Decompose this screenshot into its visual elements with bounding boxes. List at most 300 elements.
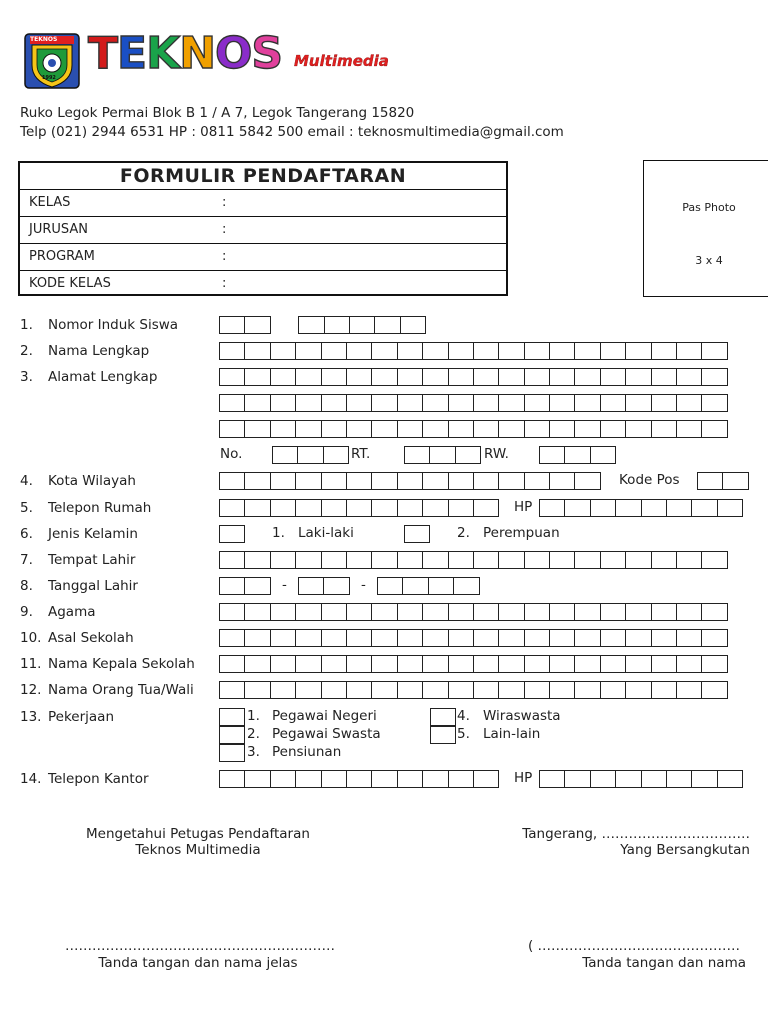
postal-code-boxes[interactable] bbox=[697, 472, 749, 490]
char-box[interactable] bbox=[676, 342, 702, 360]
char-box[interactable] bbox=[397, 655, 423, 673]
char-box[interactable] bbox=[473, 420, 499, 438]
char-box[interactable] bbox=[448, 603, 474, 621]
char-box[interactable] bbox=[473, 655, 499, 673]
char-box[interactable] bbox=[600, 629, 626, 647]
char-box[interactable] bbox=[244, 551, 270, 569]
char-box[interactable] bbox=[397, 499, 423, 517]
address-boxes-1[interactable] bbox=[219, 368, 728, 386]
char-box[interactable] bbox=[473, 551, 499, 569]
char-box[interactable] bbox=[346, 655, 372, 673]
char-box[interactable] bbox=[564, 446, 590, 464]
char-box[interactable] bbox=[473, 394, 499, 412]
char-box[interactable] bbox=[402, 577, 428, 595]
char-box[interactable] bbox=[295, 681, 321, 699]
char-box[interactable] bbox=[422, 655, 448, 673]
char-box[interactable] bbox=[676, 420, 702, 438]
char-box[interactable] bbox=[219, 681, 245, 699]
char-box[interactable] bbox=[473, 342, 499, 360]
char-box[interactable] bbox=[473, 681, 499, 699]
char-box[interactable] bbox=[701, 368, 727, 386]
char-box[interactable] bbox=[651, 629, 677, 647]
char-box[interactable] bbox=[295, 342, 321, 360]
char-box[interactable] bbox=[397, 420, 423, 438]
religion-boxes[interactable] bbox=[219, 603, 728, 621]
char-box[interactable] bbox=[651, 681, 677, 699]
char-box[interactable] bbox=[270, 368, 296, 386]
char-box[interactable] bbox=[600, 394, 626, 412]
char-box[interactable] bbox=[524, 681, 550, 699]
char-box[interactable] bbox=[219, 499, 245, 517]
char-box[interactable] bbox=[422, 394, 448, 412]
char-box[interactable] bbox=[422, 472, 448, 490]
major-row[interactable] bbox=[20, 217, 506, 244]
char-box[interactable] bbox=[473, 472, 499, 490]
char-box[interactable] bbox=[651, 394, 677, 412]
char-box[interactable] bbox=[676, 394, 702, 412]
char-box[interactable] bbox=[295, 394, 321, 412]
char-box[interactable] bbox=[371, 603, 397, 621]
char-box[interactable] bbox=[549, 655, 575, 673]
parent-name-boxes[interactable] bbox=[219, 681, 728, 699]
char-box[interactable] bbox=[321, 551, 347, 569]
char-box[interactable] bbox=[270, 394, 296, 412]
char-box[interactable] bbox=[371, 770, 397, 788]
char-box[interactable] bbox=[346, 420, 372, 438]
char-box[interactable] bbox=[448, 472, 474, 490]
char-box[interactable] bbox=[321, 420, 347, 438]
char-box[interactable] bbox=[574, 603, 600, 621]
char-box[interactable] bbox=[448, 420, 474, 438]
full-name-boxes[interactable] bbox=[219, 342, 728, 360]
char-box[interactable] bbox=[270, 681, 296, 699]
char-box[interactable] bbox=[244, 472, 270, 490]
char-box[interactable] bbox=[722, 472, 748, 490]
dob-month-boxes[interactable] bbox=[298, 577, 350, 595]
char-box[interactable] bbox=[422, 770, 448, 788]
char-box[interactable] bbox=[574, 368, 600, 386]
char-box[interactable] bbox=[651, 655, 677, 673]
char-box[interactable] bbox=[651, 368, 677, 386]
char-box[interactable] bbox=[651, 420, 677, 438]
char-box[interactable] bbox=[295, 603, 321, 621]
char-box[interactable] bbox=[321, 368, 347, 386]
char-box[interactable] bbox=[244, 394, 270, 412]
char-box[interactable] bbox=[270, 603, 296, 621]
char-box[interactable] bbox=[349, 316, 375, 334]
char-box[interactable] bbox=[524, 655, 550, 673]
char-box[interactable] bbox=[219, 744, 245, 762]
char-box[interactable] bbox=[321, 629, 347, 647]
char-box[interactable] bbox=[473, 770, 499, 788]
char-box[interactable] bbox=[524, 394, 550, 412]
char-box[interactable] bbox=[524, 629, 550, 647]
char-box[interactable] bbox=[498, 472, 524, 490]
char-box[interactable] bbox=[448, 551, 474, 569]
dob-day-boxes[interactable] bbox=[219, 577, 271, 595]
dob-year-boxes[interactable] bbox=[377, 577, 480, 595]
char-box[interactable] bbox=[219, 525, 245, 543]
char-box[interactable] bbox=[219, 368, 245, 386]
char-box[interactable] bbox=[321, 472, 347, 490]
char-box[interactable] bbox=[295, 655, 321, 673]
char-box[interactable] bbox=[371, 655, 397, 673]
char-box[interactable] bbox=[549, 603, 575, 621]
char-box[interactable] bbox=[701, 420, 727, 438]
address-rw-boxes[interactable] bbox=[539, 446, 616, 464]
char-box[interactable] bbox=[666, 499, 692, 517]
char-box[interactable] bbox=[244, 655, 270, 673]
job-option-box[interactable] bbox=[219, 708, 245, 726]
class-row[interactable] bbox=[20, 190, 506, 217]
char-box[interactable] bbox=[244, 681, 270, 699]
char-box[interactable] bbox=[574, 551, 600, 569]
home-hp-boxes[interactable] bbox=[539, 499, 743, 517]
char-box[interactable] bbox=[272, 446, 298, 464]
nis-boxes-a[interactable] bbox=[219, 316, 271, 334]
char-box[interactable] bbox=[371, 420, 397, 438]
char-box[interactable] bbox=[346, 629, 372, 647]
char-box[interactable] bbox=[701, 629, 727, 647]
job-option-box[interactable] bbox=[219, 744, 245, 762]
address-boxes-3[interactable] bbox=[219, 420, 728, 438]
char-box[interactable] bbox=[498, 420, 524, 438]
char-box[interactable] bbox=[448, 655, 474, 673]
address-boxes-2[interactable] bbox=[219, 394, 728, 412]
char-box[interactable] bbox=[641, 499, 667, 517]
principal-name-boxes[interactable] bbox=[219, 655, 728, 673]
char-box[interactable] bbox=[371, 629, 397, 647]
char-box[interactable] bbox=[574, 420, 600, 438]
char-box[interactable] bbox=[219, 420, 245, 438]
job-option-box[interactable] bbox=[430, 708, 456, 726]
char-box[interactable] bbox=[397, 681, 423, 699]
char-box[interactable] bbox=[219, 629, 245, 647]
char-box[interactable] bbox=[324, 316, 350, 334]
job-option-box[interactable] bbox=[219, 726, 245, 744]
char-box[interactable] bbox=[600, 420, 626, 438]
char-box[interactable] bbox=[422, 368, 448, 386]
char-box[interactable] bbox=[371, 342, 397, 360]
char-box[interactable] bbox=[448, 629, 474, 647]
char-box[interactable] bbox=[448, 770, 474, 788]
char-box[interactable] bbox=[600, 368, 626, 386]
char-box[interactable] bbox=[428, 577, 454, 595]
char-box[interactable] bbox=[219, 603, 245, 621]
char-box[interactable] bbox=[524, 551, 550, 569]
char-box[interactable] bbox=[323, 577, 349, 595]
char-box[interactable] bbox=[574, 681, 600, 699]
char-box[interactable] bbox=[404, 446, 430, 464]
char-box[interactable] bbox=[321, 655, 347, 673]
char-box[interactable] bbox=[473, 499, 499, 517]
char-box[interactable] bbox=[498, 342, 524, 360]
char-box[interactable] bbox=[244, 420, 270, 438]
char-box[interactable] bbox=[244, 316, 270, 334]
char-box[interactable] bbox=[701, 681, 727, 699]
char-box[interactable] bbox=[701, 603, 727, 621]
char-box[interactable] bbox=[676, 681, 702, 699]
char-box[interactable] bbox=[473, 368, 499, 386]
char-box[interactable] bbox=[564, 770, 590, 788]
char-box[interactable] bbox=[549, 394, 575, 412]
char-box[interactable] bbox=[549, 342, 575, 360]
char-box[interactable] bbox=[676, 551, 702, 569]
char-box[interactable] bbox=[524, 368, 550, 386]
char-box[interactable] bbox=[574, 394, 600, 412]
char-box[interactable] bbox=[321, 603, 347, 621]
char-box[interactable] bbox=[397, 368, 423, 386]
char-box[interactable] bbox=[549, 472, 575, 490]
char-box[interactable] bbox=[600, 551, 626, 569]
char-box[interactable] bbox=[590, 770, 616, 788]
char-box[interactable] bbox=[574, 629, 600, 647]
char-box[interactable] bbox=[549, 681, 575, 699]
char-box[interactable] bbox=[295, 770, 321, 788]
char-box[interactable] bbox=[346, 603, 372, 621]
char-box[interactable] bbox=[590, 446, 616, 464]
char-box[interactable] bbox=[422, 681, 448, 699]
char-box[interactable] bbox=[371, 681, 397, 699]
char-box[interactable] bbox=[244, 603, 270, 621]
char-box[interactable] bbox=[295, 368, 321, 386]
char-box[interactable] bbox=[448, 368, 474, 386]
char-box[interactable] bbox=[371, 472, 397, 490]
char-box[interactable] bbox=[219, 770, 245, 788]
char-box[interactable] bbox=[346, 394, 372, 412]
char-box[interactable] bbox=[219, 342, 245, 360]
char-box[interactable] bbox=[298, 316, 324, 334]
char-box[interactable] bbox=[404, 525, 430, 543]
char-box[interactable] bbox=[270, 551, 296, 569]
char-box[interactable] bbox=[270, 342, 296, 360]
char-box[interactable] bbox=[498, 394, 524, 412]
char-box[interactable] bbox=[455, 446, 481, 464]
char-box[interactable] bbox=[701, 394, 727, 412]
char-box[interactable] bbox=[298, 577, 324, 595]
char-box[interactable] bbox=[346, 499, 372, 517]
char-box[interactable] bbox=[524, 420, 550, 438]
char-box[interactable] bbox=[429, 446, 455, 464]
char-box[interactable] bbox=[666, 770, 692, 788]
char-box[interactable] bbox=[270, 655, 296, 673]
char-box[interactable] bbox=[539, 499, 565, 517]
char-box[interactable] bbox=[295, 499, 321, 517]
char-box[interactable] bbox=[574, 472, 600, 490]
char-box[interactable] bbox=[270, 420, 296, 438]
char-box[interactable] bbox=[600, 342, 626, 360]
char-box[interactable] bbox=[498, 681, 524, 699]
char-box[interactable] bbox=[270, 770, 296, 788]
char-box[interactable] bbox=[473, 629, 499, 647]
char-box[interactable] bbox=[321, 394, 347, 412]
char-box[interactable] bbox=[346, 342, 372, 360]
char-box[interactable] bbox=[498, 629, 524, 647]
char-box[interactable] bbox=[397, 770, 423, 788]
char-box[interactable] bbox=[498, 603, 524, 621]
char-box[interactable] bbox=[676, 629, 702, 647]
char-box[interactable] bbox=[498, 655, 524, 673]
char-box[interactable] bbox=[346, 551, 372, 569]
char-box[interactable] bbox=[219, 394, 245, 412]
char-box[interactable] bbox=[219, 316, 245, 334]
char-box[interactable] bbox=[323, 446, 349, 464]
char-box[interactable] bbox=[651, 342, 677, 360]
char-box[interactable] bbox=[346, 368, 372, 386]
char-box[interactable] bbox=[371, 551, 397, 569]
char-box[interactable] bbox=[498, 368, 524, 386]
char-box[interactable] bbox=[219, 551, 245, 569]
char-box[interactable] bbox=[397, 472, 423, 490]
char-box[interactable] bbox=[641, 770, 667, 788]
char-box[interactable] bbox=[625, 681, 651, 699]
char-box[interactable] bbox=[691, 770, 717, 788]
char-box[interactable] bbox=[701, 655, 727, 673]
char-box[interactable] bbox=[321, 342, 347, 360]
char-box[interactable] bbox=[422, 629, 448, 647]
address-rt-boxes[interactable] bbox=[404, 446, 481, 464]
char-box[interactable] bbox=[219, 708, 245, 726]
char-box[interactable] bbox=[430, 726, 456, 744]
char-box[interactable] bbox=[244, 368, 270, 386]
char-box[interactable] bbox=[549, 551, 575, 569]
gender-female-box[interactable] bbox=[404, 525, 430, 543]
char-box[interactable] bbox=[422, 603, 448, 621]
char-box[interactable] bbox=[400, 316, 426, 334]
char-box[interactable] bbox=[397, 394, 423, 412]
char-box[interactable] bbox=[219, 472, 245, 490]
char-box[interactable] bbox=[371, 368, 397, 386]
char-box[interactable] bbox=[615, 770, 641, 788]
char-box[interactable] bbox=[219, 655, 245, 673]
char-box[interactable] bbox=[676, 655, 702, 673]
char-box[interactable] bbox=[549, 629, 575, 647]
char-box[interactable] bbox=[270, 499, 296, 517]
char-box[interactable] bbox=[625, 655, 651, 673]
program-row[interactable] bbox=[20, 244, 506, 271]
char-box[interactable] bbox=[524, 603, 550, 621]
char-box[interactable] bbox=[625, 368, 651, 386]
char-box[interactable] bbox=[371, 394, 397, 412]
char-box[interactable] bbox=[219, 726, 245, 744]
char-box[interactable] bbox=[574, 342, 600, 360]
char-box[interactable] bbox=[346, 472, 372, 490]
char-box[interactable] bbox=[549, 420, 575, 438]
char-box[interactable] bbox=[691, 499, 717, 517]
char-box[interactable] bbox=[321, 499, 347, 517]
char-box[interactable] bbox=[397, 551, 423, 569]
char-box[interactable] bbox=[676, 603, 702, 621]
char-box[interactable] bbox=[244, 770, 270, 788]
char-box[interactable] bbox=[448, 681, 474, 699]
char-box[interactable] bbox=[422, 420, 448, 438]
char-box[interactable] bbox=[625, 394, 651, 412]
char-box[interactable] bbox=[374, 316, 400, 334]
home-phone-boxes[interactable] bbox=[219, 499, 499, 517]
nis-boxes-b[interactable] bbox=[298, 316, 426, 334]
char-box[interactable] bbox=[244, 629, 270, 647]
char-box[interactable] bbox=[270, 472, 296, 490]
char-box[interactable] bbox=[717, 770, 743, 788]
char-box[interactable] bbox=[549, 368, 575, 386]
char-box[interactable] bbox=[676, 368, 702, 386]
char-box[interactable] bbox=[701, 551, 727, 569]
char-box[interactable] bbox=[422, 499, 448, 517]
office-phone-boxes[interactable] bbox=[219, 770, 499, 788]
char-box[interactable] bbox=[524, 472, 550, 490]
char-box[interactable] bbox=[295, 420, 321, 438]
char-box[interactable] bbox=[244, 342, 270, 360]
char-box[interactable] bbox=[346, 770, 372, 788]
char-box[interactable] bbox=[625, 551, 651, 569]
char-box[interactable] bbox=[625, 629, 651, 647]
char-box[interactable] bbox=[295, 472, 321, 490]
char-box[interactable] bbox=[625, 603, 651, 621]
char-box[interactable] bbox=[625, 420, 651, 438]
birthplace-boxes[interactable] bbox=[219, 551, 728, 569]
char-box[interactable] bbox=[574, 655, 600, 673]
char-box[interactable] bbox=[270, 629, 296, 647]
char-box[interactable] bbox=[717, 499, 743, 517]
char-box[interactable] bbox=[297, 446, 323, 464]
char-box[interactable] bbox=[453, 577, 479, 595]
char-box[interactable] bbox=[651, 551, 677, 569]
address-no-boxes[interactable] bbox=[272, 446, 349, 464]
char-box[interactable] bbox=[701, 342, 727, 360]
char-box[interactable] bbox=[346, 681, 372, 699]
char-box[interactable] bbox=[422, 342, 448, 360]
char-box[interactable] bbox=[600, 655, 626, 673]
char-box[interactable] bbox=[422, 551, 448, 569]
char-box[interactable] bbox=[397, 603, 423, 621]
char-box[interactable] bbox=[615, 499, 641, 517]
char-box[interactable] bbox=[244, 577, 270, 595]
class-code-row[interactable] bbox=[20, 271, 506, 297]
char-box[interactable] bbox=[397, 629, 423, 647]
char-box[interactable] bbox=[321, 770, 347, 788]
char-box[interactable] bbox=[371, 499, 397, 517]
char-box[interactable] bbox=[651, 603, 677, 621]
char-box[interactable] bbox=[448, 499, 474, 517]
char-box[interactable] bbox=[448, 342, 474, 360]
job-option-box[interactable] bbox=[430, 726, 456, 744]
char-box[interactable] bbox=[448, 394, 474, 412]
char-box[interactable] bbox=[397, 342, 423, 360]
char-box[interactable] bbox=[625, 342, 651, 360]
char-box[interactable] bbox=[244, 499, 270, 517]
char-box[interactable] bbox=[600, 603, 626, 621]
char-box[interactable] bbox=[295, 551, 321, 569]
gender-male-box[interactable] bbox=[219, 525, 245, 543]
char-box[interactable] bbox=[697, 472, 723, 490]
char-box[interactable] bbox=[539, 770, 565, 788]
char-box[interactable] bbox=[295, 629, 321, 647]
char-box[interactable] bbox=[377, 577, 403, 595]
char-box[interactable] bbox=[473, 603, 499, 621]
char-box[interactable] bbox=[219, 577, 245, 595]
city-boxes[interactable] bbox=[219, 472, 601, 490]
char-box[interactable] bbox=[539, 446, 565, 464]
char-box[interactable] bbox=[321, 681, 347, 699]
char-box[interactable] bbox=[524, 342, 550, 360]
char-box[interactable] bbox=[564, 499, 590, 517]
char-box[interactable] bbox=[430, 708, 456, 726]
office-hp-boxes[interactable] bbox=[539, 770, 743, 788]
char-box[interactable] bbox=[498, 551, 524, 569]
previous-school-boxes[interactable] bbox=[219, 629, 728, 647]
char-box[interactable] bbox=[590, 499, 616, 517]
char-box[interactable] bbox=[600, 681, 626, 699]
